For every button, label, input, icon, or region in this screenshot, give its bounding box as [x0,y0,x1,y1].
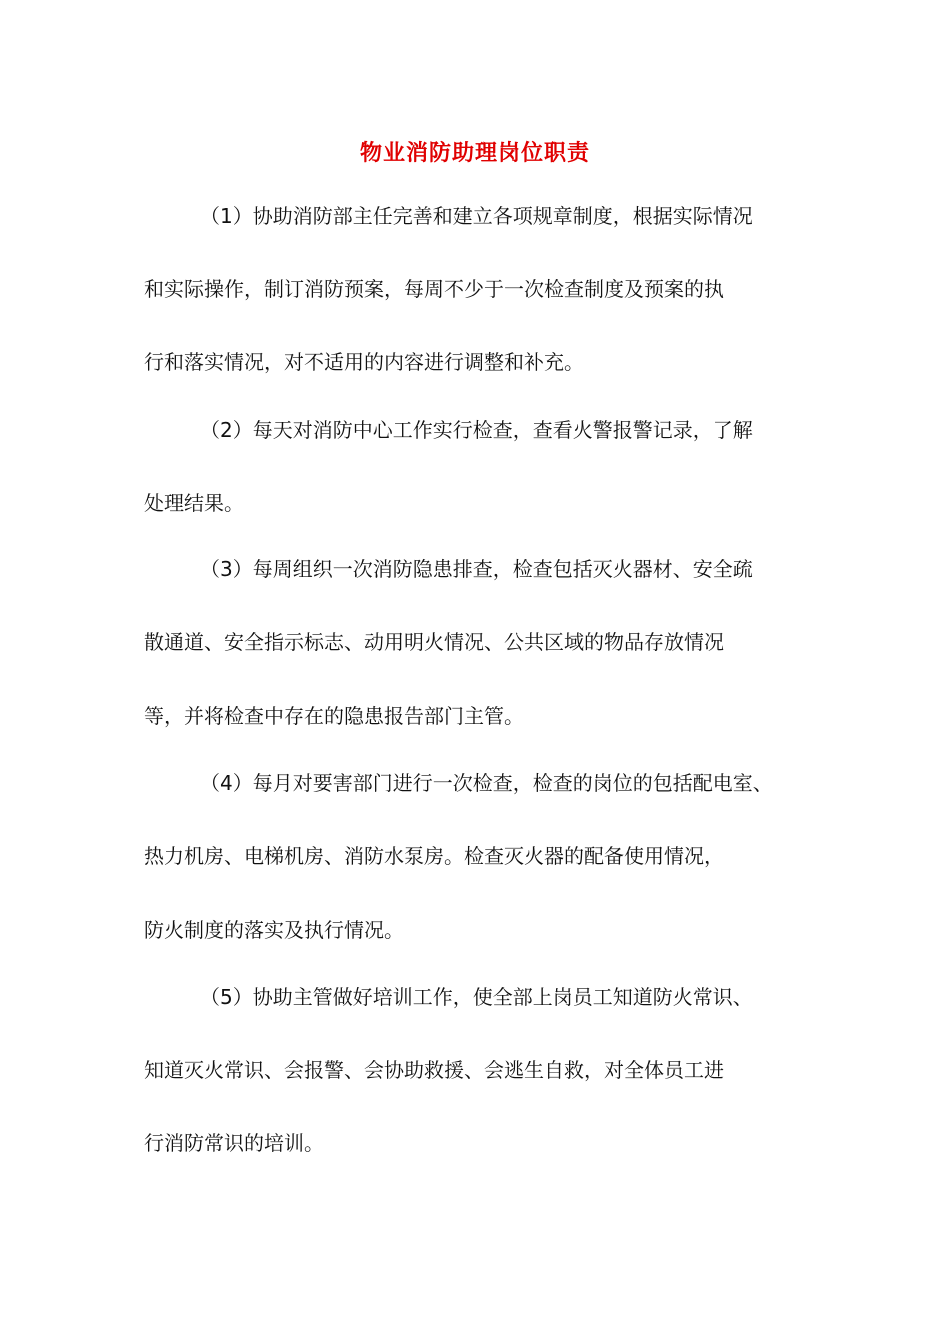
paragraph-4-line-3: 防火制度的落实及执行情况。 [144,918,404,942]
paragraph-2-line-2: 处理结果。 [144,491,244,515]
paragraph-5-line-2: 知道灭火常识、会报警、会协助救援、会逃生自救，对全体员工进 [144,1058,724,1082]
paragraph-3-line-2: 散通道、安全指示标志、动用明火情况、公共区域的物品存放情况 [144,630,724,654]
paragraph-4-line-1: （4）每月对要害部门进行一次检查，检查的岗位的包括配电室、 [200,771,773,795]
paragraph-4-line-2: 热力机房、电梯机房、消防水泵房。检查灭火器的配备使用情况， [144,844,724,868]
paragraph-3-line-1: （3）每周组织一次消防隐患排查，检查包括灭火器材、安全疏 [200,557,753,581]
paragraph-5-line-1: （5）协助主管做好培训工作，使全部上岗员工知道防火常识、 [200,985,753,1009]
document-title: 物业消防助理岗位职责 [359,141,590,166]
paragraph-1-line-1: （1）协助消防部主任完善和建立各项规章制度，根据实际情况 [200,204,753,228]
paragraph-2-line-1: （2）每天对消防中心工作实行检查，查看火警报警记录，了解 [200,418,753,442]
paragraph-1-line-3: 行和落实情况，对不适用的内容进行调整和补充。 [144,350,584,374]
paragraph-3-line-3: 等，并将检查中存在的隐患报告部门主管。 [144,704,524,728]
paragraph-1-line-2: 和实际操作，制订消防预案，每周不少于一次检查制度及预案的执 [144,277,724,301]
paragraph-5-line-3: 行消防常识的培训。 [144,1131,324,1155]
